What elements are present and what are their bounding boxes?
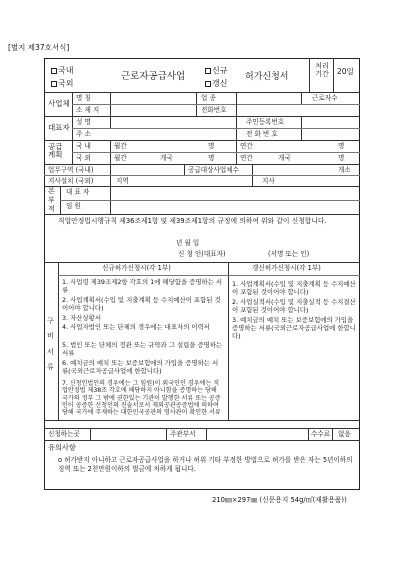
docs-new-item-3: 3. 자산상황서 (62, 314, 101, 322)
business-type-label: 업 종 (201, 94, 216, 102)
rep-rrn-label: 주민등록번호 (246, 118, 285, 126)
docs-renew-item-2: 2. 사업실적서(수입 및 지출실적 등 수지결산이 포함된 것이어야 합니다) (232, 298, 356, 314)
new-label: 신규 (212, 66, 228, 75)
permit-title: 허가신청서 (245, 72, 289, 82)
notes-text: o 허가받지 아니하고 근로자공급사업을 하거나 허위 기타 부정한 방법으로 허가를 받은 자는 5년이하의 징역 또는 2천만원이하의 벌금에 처하게 됩니다. (58, 456, 353, 473)
paper-spec: 210㎜×297㎜ (신문용지 54g/㎡(재활용품)) (212, 496, 347, 504)
plan-dom-monthly-unit: 명 (208, 142, 215, 150)
docs-new-item-6: 6. 예치금의 예치 또는 보증보험에의 가입을 증명하는 서류(국외근로자공급사업에 한합니다) (62, 359, 219, 375)
supply-industry-label: 공급대상사업체수 (188, 166, 239, 174)
rep-phone-label: 전 화 번 호 (246, 130, 278, 138)
plan-section-label: 공급 계획 (48, 142, 63, 160)
docs-new-item-4: 4. 사업자법인 또는 단체의 경우에는 대표자의 이력서 (62, 323, 210, 331)
rep-section-label: 대표자 (48, 123, 70, 132)
manager-officer-label: 임 원 (66, 202, 81, 210)
overseas-label: 국외 (58, 79, 74, 88)
submit-place-label: 신청하는곳 (48, 430, 80, 438)
business-workers-label: 근로자수 (312, 94, 338, 102)
plan-domestic-label: 국 내 (76, 142, 91, 150)
processing-period-value: 20일 (337, 67, 354, 76)
docs-new-item-1: 1. 사업령 제39조제2항 각호의 1에 해당함을 증명하는 서류 (62, 278, 223, 294)
business-location-label: 소 재 지 (76, 106, 100, 114)
docs-new-item-7: 7. 신청인법인의 경우에는 그 임원)이 외국인인 경우에는 직업안정법 제38조 각호에 해당하지 아니함을 증명하는 당해 국가의 정부 그 밖에 권한있는 기관이 발행한 서류 또는 공증인이 공증한 신청인의 진술서로서 재외공관공증법에 의하여 당해 국가에 주재하는 대한민국공관의 영사관이 확인한 서류 (62, 380, 221, 417)
plan-ovs-monthly: 월간 (114, 154, 127, 162)
rep-address-label: 주 소 (76, 130, 91, 138)
work-area-label: 업무구역 (국내) (48, 166, 94, 174)
docs-renew-item-1: 1. 사업계획서(수입 및 지출계획 등 수지예산이 포함된 것이어야 합니다) (232, 280, 356, 296)
docs-renew-item-3: 3. 예치금의 예치 또는 보증보험에의 가입을 증명하는 서류(국외근로자공급사업에 한합니다) (232, 316, 356, 340)
business-name-label: 명 칭 (76, 94, 91, 102)
manager-section-label: 본 부 적 (48, 187, 55, 213)
plan-overseas-label: 국 외 (76, 154, 91, 162)
plan-dom-monthly: 월간 (114, 142, 127, 150)
overseas-checkbox[interactable] (51, 81, 57, 87)
processing-period-label: 처리 기간 (315, 62, 329, 79)
plan-ovs-monthly-country: 개국 (160, 154, 173, 162)
domestic-checkbox[interactable] (51, 68, 57, 74)
docs-new-item-5: 5. 법인 또는 단체의 정관 또는 규약과 그 설립을 증명하는 서류 (62, 341, 223, 357)
form-label: [별지 제37호서식] (8, 43, 70, 52)
notes-title: 유의사항 (48, 443, 76, 452)
business-phone-label: 전화번호 (201, 106, 227, 114)
declaration-text: 직업안정법시행규칙 제36조제1항 및 제39조제1항의 규정에 의하여 위와 같이 신청합니다. (58, 217, 327, 225)
declaration-date: 년 월 일 (176, 239, 200, 247)
plan-dom-yearly-unit: 명 (338, 142, 345, 150)
supply-count-unit: 개소 (338, 166, 351, 174)
branch-short-label: 지사 (262, 177, 275, 185)
plan-ovs-yearly-country: 개국 (278, 154, 291, 162)
domestic-label: 국내 (58, 66, 74, 75)
docs-new-header: 신규허가신청시(각 1부) (102, 264, 171, 272)
form-title: 근로자공급사업 (121, 71, 186, 82)
contact-label: 주관부서 (170, 430, 196, 438)
form-frame (44, 58, 360, 490)
plan-ovs-yearly: 연간 (240, 154, 253, 162)
plan-ovs-monthly-unit: 명 (208, 154, 215, 162)
manager-rep-label: 대 표 자 (66, 188, 90, 196)
docs-new-item-2: 2. 사업계획서(수입 및 지출계획 등 수지예산이 포함된 것이어야 합니다) (62, 296, 221, 312)
docs-renew-header: 갱신허가신청시(각 1부) (252, 264, 321, 272)
rep-name-label: 성 명 (76, 118, 91, 126)
plan-dom-yearly: 연간 (240, 142, 253, 150)
fee-label: 수수료 (311, 430, 331, 438)
plan-ovs-yearly-unit: 명 (338, 154, 345, 162)
area-label: 지역 (116, 177, 129, 185)
branch-label: 지사설치 (국외) (48, 177, 94, 185)
sign-label: (서명 또는 인) (268, 250, 310, 258)
renew-checkbox[interactable] (205, 81, 211, 87)
renew-label: 갱신 (212, 79, 228, 88)
business-section-label: 사업체 (48, 99, 70, 108)
new-checkbox[interactable] (205, 68, 211, 74)
applicant-label: 신 청 인(대표자) (178, 250, 226, 258)
fee-value: 없음 (338, 430, 351, 438)
docs-section-label: 구 비 서 류 (47, 317, 54, 372)
